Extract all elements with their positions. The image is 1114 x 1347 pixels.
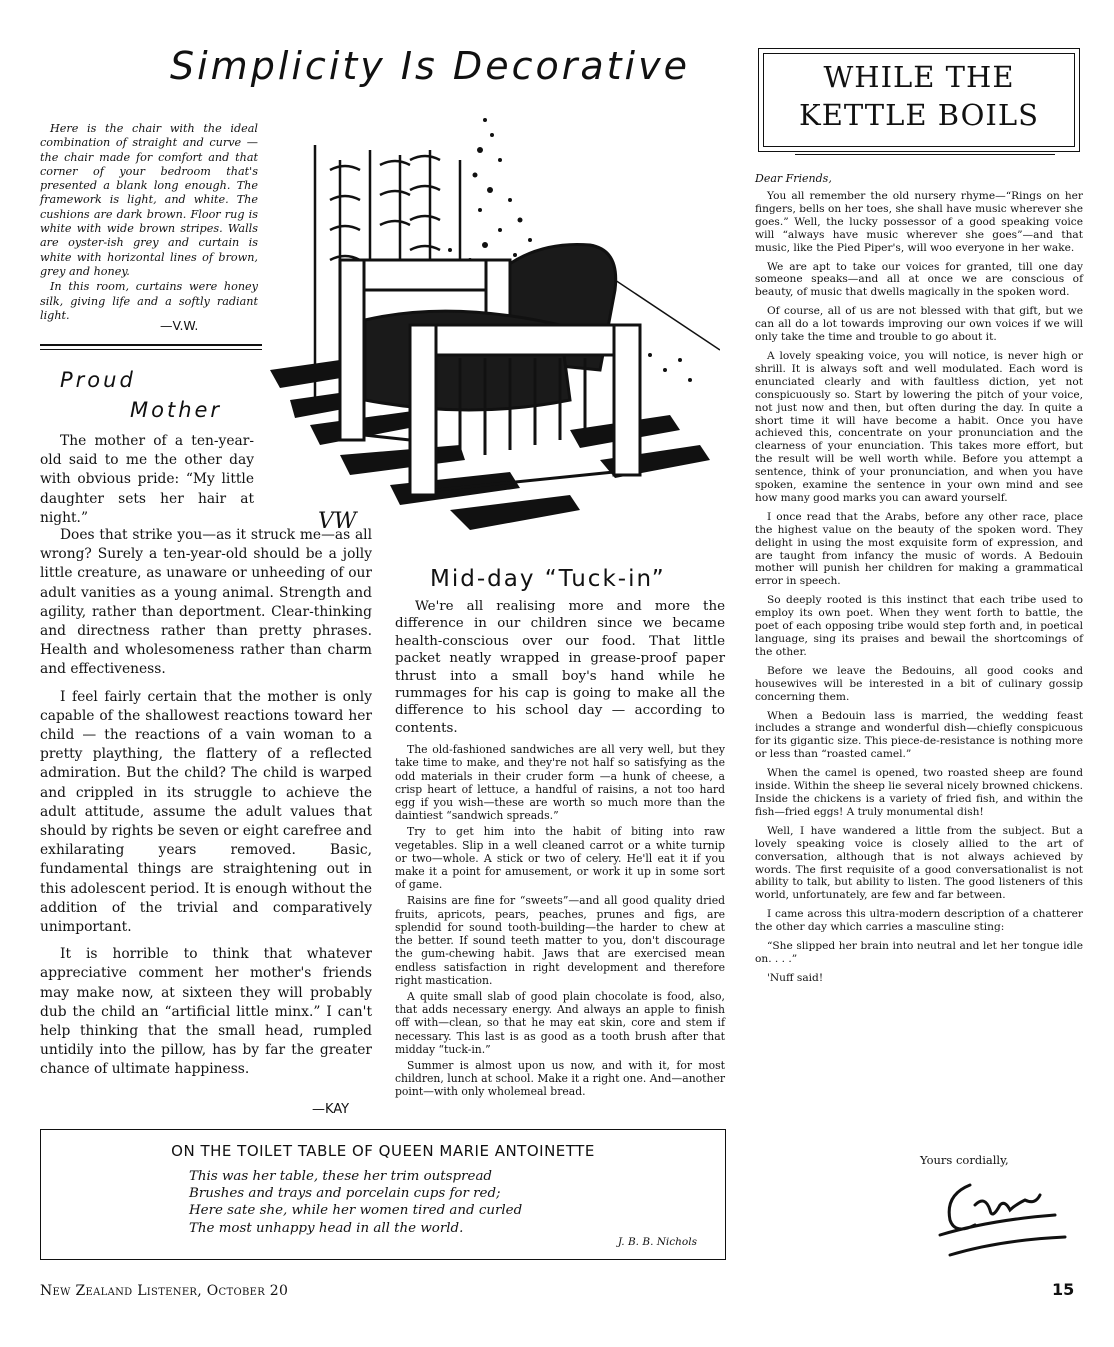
body-paragraph: It is horrible to think that whatever appreciative comment her mother's friends may make now, at sixteen they will probably dub the child an “artificial little minx.” I can't help thinking that the small head, rumpled untidily into the pillow, has by far the greater chance of ultimate happiness. xyxy=(40,946,372,1078)
poem-author: J. B. B. Nichols xyxy=(617,1236,697,1248)
kettle-title-line1: WHILE THE xyxy=(823,60,1015,94)
signature-image xyxy=(930,1175,1070,1265)
section-divider xyxy=(40,349,262,350)
proud-mother-title-line2: Mother xyxy=(130,398,223,422)
body-paragraph: So deeply rooted is this instinct that each tribe used to employ its own poet. When they went forth to battle, the poet of each opposing tribe would step forth and, in poetical language, sing its praises and bewail the shortcomings of the other. xyxy=(755,594,1083,658)
section-divider xyxy=(40,344,262,346)
kettle-boils-header xyxy=(758,48,1080,152)
body-paragraph: When the camel is opened, two roasted sheep are found inside. Within the sheep lie several nicely browned chickens. Inside the chickens is a variety of fried fish, and within the fish—fried eggs! A truly monumental dish! xyxy=(755,767,1083,818)
illustrator-initials: VW xyxy=(318,509,357,534)
body-paragraph: You all remember the old nursery rhyme—“Rings on her fingers, bells on her toes, she shall have music wherever she goes.” Well, the lucky possessor of a good speaking voice will “always have music wherever she goes”—and that music, like the Pied Piper's, will woo everyone in her wake. xyxy=(755,190,1083,254)
poem-line: The most unhappy head in all the world. xyxy=(189,1220,464,1236)
proud-mother-title-line1: Proud xyxy=(60,368,136,392)
poem-box xyxy=(40,1129,726,1260)
kettle-title-line2: KETTLE BOILS xyxy=(799,98,1039,132)
body-paragraph: The mother of a ten-year-old said to me the other day with obvious pride: “My little daughter sets her hair at night.” xyxy=(40,433,254,526)
caption-signature: —V.W. xyxy=(160,318,199,333)
cynthia-signature xyxy=(930,1175,1070,1265)
poem-lines xyxy=(189,1168,522,1237)
body-paragraph: Before we leave the Bedouins, all good cooks and housewives will be interested in a bit of culinary gossip concerning them. xyxy=(755,664,1083,703)
body-paragraph: Raisins are fine for “sweets”—and all good quality dried fruits, apricots, pears, peaches, prunes and figs, are splendid for sound tooth-building—the harder to chew at the better. If sound teeth matter to you, don't discourage the gum-chewing habit. Jaws that are exercised mean endless satisfaction in right development and therefore right mastication. xyxy=(395,894,725,987)
kettle-boils-column xyxy=(755,172,1083,985)
caption-paragraph: Here is the chair with the ideal combination of straight and curve —the chair made for comfort and that corner of your bedroom that's presented a blank long enough. The framework is light, and white. The cushions are dark brown. Floor rug is white with wide brown stripes. Walls are oyster-ish grey and curtain is white with horizontal lines of brown, grey and honey. xyxy=(40,122,258,278)
body-paragraph: Well, I have wandered a little from the subject. But a lovely speaking voice is closely allied to the art of conversation, although that is not always achieved by words. The first requisite of a good conversationalist is not ability to talk, but ability to listen. The good listeners of this world, unfortunately, are few and far between. xyxy=(755,824,1083,902)
chair-illustration xyxy=(270,100,720,540)
body-paragraph: A quite small slab of good plain chocolate is food, also, that adds necessary energy. And always an apple to finish off with—clean, so that he may eat skin, core and stem if necessary. This last is as good as a tooth brush after that midday “tuck-in.” xyxy=(395,989,725,1056)
column-closing: Yours cordially, xyxy=(920,1153,1009,1167)
poem-title: ON THE TOILET TABLE OF QUEEN MARIE ANTOINETTE xyxy=(171,1142,595,1160)
tuck-in-title: Mid-day “Tuck-in” xyxy=(430,566,666,592)
column-greeting: Dear Friends, xyxy=(755,172,832,185)
poem-line: Brushes and trays and porcelain cups for red; xyxy=(189,1186,501,1202)
tuck-in-lead: We're all realising more and more the difference in our children since we became health-conscious over our food. That little packet neatly wrapped in grease-proof paper thrust into a small boy's hand while he rummages for his cap is going to make all the difference to his school day — according to contents. xyxy=(395,599,725,736)
body-paragraph: Does that strike you—as it struck me—as all wrong? Surely a ten-year-old should be a jolly little creature, as unaware or unheeding of our adult vanities as a young animal. Strength and agility, rather than deportment. Clear-thinking and directness rather than pretty phrases. Health and wholesomeness rather than charm and effectiveness. xyxy=(40,527,372,678)
publication-footer: New Zealand Listener, October 20 xyxy=(40,1283,289,1299)
body-paragraph: Try to get him into the habit of biting into raw vegetables. Slip in a well cleaned carrot or a white turnip or two—whole. A stick or two of celery. He'll eat it if you make it a point for amusement, or work it up in some sort of game. xyxy=(395,825,725,892)
body-paragraph: Of course, all of us are not blessed with that gift, but we can all do a lot towards improving our own voices if we will only take the time and trouble to go about it. xyxy=(755,305,1083,344)
article-title-simplicity: Simplicity Is Decorative xyxy=(170,44,690,88)
header-underline xyxy=(795,154,1055,155)
body-paragraph: I once read that the Arabs, before any other race, place the highest value on the beauty of the spoken word. They delight in using the most exquisite form of expression, and are taught from infancy the music of words. A Bedouin mother will punish her children for making a grammatical error in speech. xyxy=(755,510,1083,588)
body-paragraph: We are apt to take our voices for granted, till one day someone speaks—and all at once we are conscious of beauty, of music that dwells magically in the spoken word. xyxy=(755,260,1083,299)
tuck-in-body xyxy=(395,598,725,1099)
page-number: 15 xyxy=(1052,1280,1075,1299)
poem-line: Here sate she, while her women tired and curled xyxy=(189,1203,523,1219)
proud-mother-body xyxy=(40,526,372,1080)
body-paragraph: Summer is almost upon us now, and with it, for most children, lunch at school. Make it a right one. And—another point—with only wholemeal bread. xyxy=(395,1058,725,1099)
proud-mother-signature: —KAY xyxy=(312,1102,350,1117)
armchair-image xyxy=(270,100,720,540)
proud-mother-body-top xyxy=(40,432,254,528)
body-paragraph: “She slipped her brain into neutral and let her tongue idle on. . . .” xyxy=(755,940,1083,965)
body-paragraph: 'Nuff said! xyxy=(767,971,824,984)
poem-line: This was her table, these her trim outspread xyxy=(189,1169,493,1184)
body-paragraph: I feel fairly certain that the mother is only capable of the shallowest reactions toward her child — the reactions of a vain woman to a pretty plaything, the flattery of a reflected admiration. But the child? The child is warped and crippled in its struggle to achieve the adult attitude, assume the adult values that should by rights be seven or eight carefree and exhilarating years removed. Basic, fundamental things are straightening out in this adolescent period. It is enough without the addition of the trivial and comparatively unimportant. xyxy=(40,688,372,936)
body-paragraph: A lovely speaking voice, you will notice, is never high or shrill. It is always soft and well modulated. Each word is enunciated clearly and with faultless diction, yet not conspicuously so. Start by lowering the pitch of your voice, not just now and then, but often during the day. In quite a short time it will have become a habit. Once you have achieved this, concentrate on your pronunciation and the clearness of your enunciation. This takes more effort, but the result will be well worth while. Before you attempt a sentence, think of your pronunciation, and when you have spoken, examine the sentence in your own mind and see how many good marks you can award yourself. xyxy=(755,349,1083,504)
body-paragraph: When a Bedouin lass is married, the wedding feast includes a strange and wonderful dish—chiefly conspicuous for its gigantic size. This piece-de-resistance is nothing more or less than “roasted camel.” xyxy=(755,709,1083,761)
caption-paragraph: In this room, curtains were honey silk, giving life and a softly radiant light. xyxy=(40,280,258,322)
chair-caption xyxy=(40,122,258,323)
body-paragraph: I came across this ultra-modern description of a chatterer the other day which carries a masculine sting: xyxy=(755,908,1083,934)
body-paragraph: The old-fashioned sandwiches are all very well, but they take time to make, and they're not half so satisfying as the odd materials in their cruder form —a hunk of cheese, a crisp heart of lettuce, a handful of raisins, a not too hard egg if you wish—these are worth so much more than the daintiest “sandwich spreads.” xyxy=(395,743,725,823)
